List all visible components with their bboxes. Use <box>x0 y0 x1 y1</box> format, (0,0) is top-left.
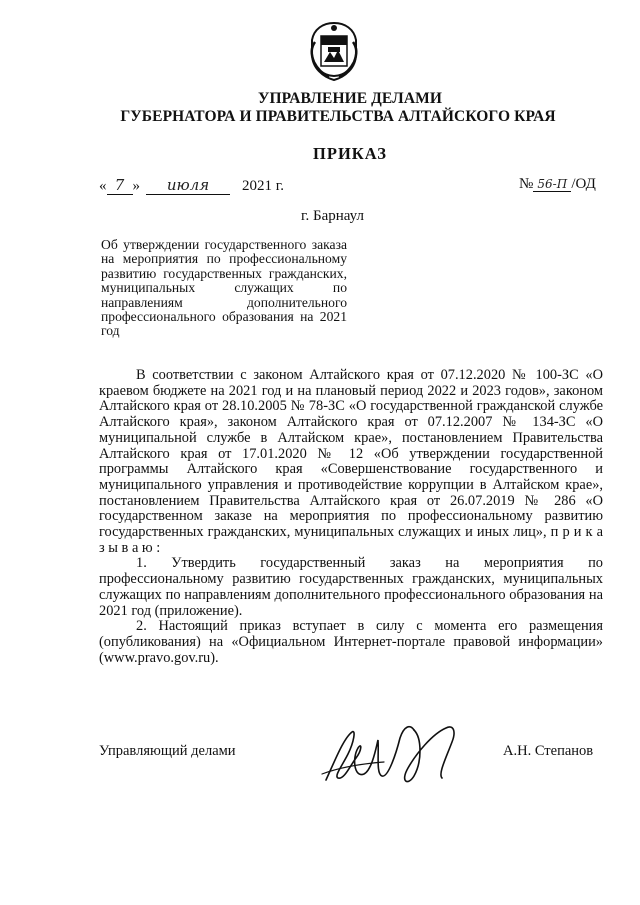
document-type-title: ПРИКАЗ <box>313 144 387 163</box>
signatory-name: А.Н. Степанов <box>503 743 594 759</box>
number-value: 56-П <box>533 177 571 192</box>
order-item-2: 2. Настоящий приказ вступает в силу с момента его размещения (опубликования) на «Официальном Интернет-портале правовой информации» (www.pravo.gov.ru). <box>99 618 603 666</box>
signatory-title: Управляющий делами <box>99 743 236 759</box>
city: г. Барнаул <box>301 208 364 224</box>
document-body <box>99 368 603 666</box>
order-item-1: 1. Утвердить государственный заказ на мероприятия по профессиональному развитию государственных гражданских, муниципальных служащих по направлениям дополнительного профессионального образования на 2021 год (приложение). <box>99 555 603 619</box>
number-suffix: /ОД <box>571 176 596 192</box>
document-date <box>99 176 284 195</box>
preamble-paragraph: В соответствии с законом Алтайского края от 07.12.2020 № 100-ЗС «О краевом бюджете на 2021 год и на плановый период 2022 и 2023 годов», законом Алтайского края от 28.10.2005 № 78-ЗС «О государственной гражданской службе Алтайского края», законом Алтайского края от 07.12.2007 № 134-ЗС «О муниципальной службе в Алтайском крае», постановлением Правительства Алтайского края от 17.01.2020 № 12 «Об утверждении государственной программы Алтайского края «Совершенствование государственного и муниципального управления и противодействие коррупции в Алтайском крае», постановлением Правительства Алтайского края от 26.07.2019 № 286 «О государственном заказе на мероприятия по профессиональному развитию государственных гражданских, муниципальных служащих и иных лиц», п р и к а з ы в а ю : <box>99 367 603 556</box>
organization-name-line-2: ГУБЕРНАТОРА И ПРАВИТЕЛЬСТВА АЛТАЙСКОГО КРАЯ <box>120 108 556 125</box>
document-number <box>519 176 596 193</box>
handwritten-signature-icon <box>318 718 478 790</box>
date-year: 2021 г. <box>242 178 284 194</box>
document-subject: Об утверждении государственного заказа на мероприятия по профессиональному развитию государственных гражданских, муниципальных служащих по направлениям дополнительного профессионального образования на 2021 год <box>101 237 347 339</box>
date-quote-close: » <box>132 178 140 194</box>
number-sign: № <box>519 176 534 192</box>
coat-of-arms-icon <box>305 20 363 82</box>
date-day: 7 <box>107 176 133 195</box>
organization-name-line-1: УПРАВЛЕНИЕ ДЕЛАМИ <box>258 90 442 107</box>
date-quote-open: « <box>99 178 107 194</box>
date-month: июля <box>146 176 230 195</box>
